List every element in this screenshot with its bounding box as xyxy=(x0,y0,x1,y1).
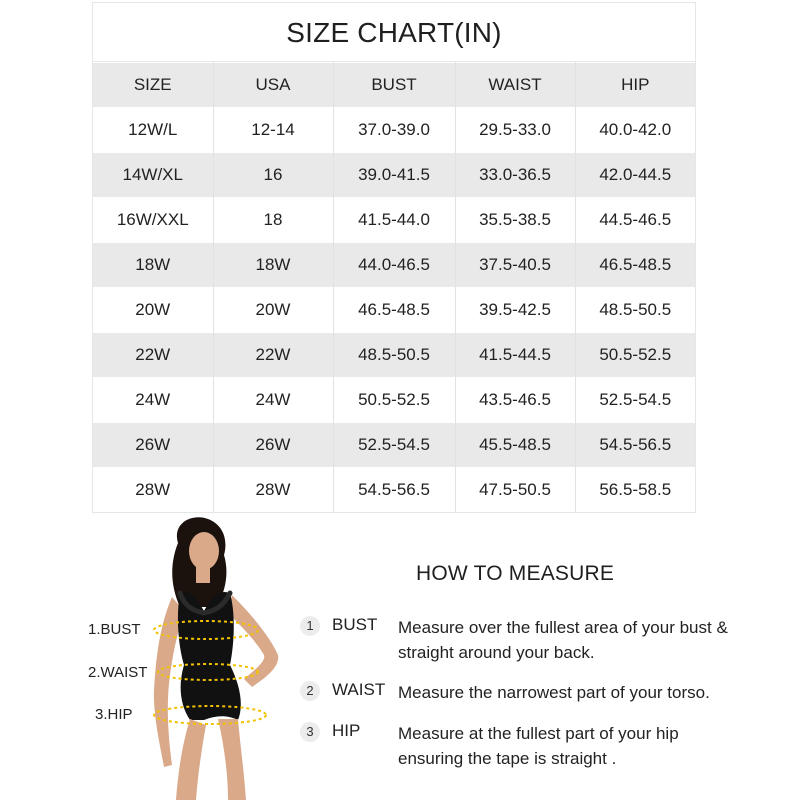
step-number-badge: 1 xyxy=(300,616,320,636)
table-cell: 47.5-50.5 xyxy=(455,468,575,513)
table-cell: 18 xyxy=(213,198,333,243)
step-term: HIP xyxy=(332,721,361,740)
column-header-hip: HIP xyxy=(621,75,650,94)
head-shape xyxy=(189,532,219,570)
leg-right-shape xyxy=(218,719,246,800)
table-cell: 24W xyxy=(213,378,333,423)
table-cell: 16W/XXL xyxy=(93,198,213,243)
table-cell: 22W xyxy=(213,333,333,378)
table-cell: 56.5-58.5 xyxy=(599,480,672,499)
table-cell: 40.0-42.0 xyxy=(599,120,672,139)
model-figure xyxy=(120,515,300,800)
table-cell: 50.5-52.5 xyxy=(599,345,672,364)
table-cell: 22W xyxy=(93,333,213,378)
step-description: Measure over the fullest area of your bust & straight around your back. xyxy=(398,618,728,662)
table-cell: 43.5-46.5 xyxy=(455,378,575,423)
table-cell: 46.5-48.5 xyxy=(599,255,672,274)
table-cell: 18W xyxy=(93,243,213,288)
table-cell: 52.5-54.5 xyxy=(333,423,455,468)
table-row xyxy=(93,468,695,513)
column-header-waist: WAIST xyxy=(455,63,575,108)
table-cell: 37.5-40.5 xyxy=(455,243,575,288)
table-cell: 54.5-56.5 xyxy=(599,435,672,454)
size-chart-title: SIZE CHART(IN) xyxy=(93,3,695,62)
step-number-badge: 3 xyxy=(300,722,320,742)
column-header-size: SIZE xyxy=(93,63,213,108)
table-cell: 48.5-50.5 xyxy=(599,300,672,319)
table-cell: 16 xyxy=(213,153,333,198)
step-description: Measure at the fullest part of your hip ensuring the tape is straight . xyxy=(398,724,679,768)
table-cell: 37.0-39.0 xyxy=(333,108,455,153)
table-header-row xyxy=(93,63,695,108)
table-cell: 50.5-52.5 xyxy=(333,378,455,423)
step-description: Measure the narrowest part of your torso. xyxy=(398,683,710,702)
table-row xyxy=(93,288,695,333)
table-cell: 28W xyxy=(93,468,213,513)
table-cell: 26W xyxy=(93,423,213,468)
size-chart xyxy=(92,2,696,513)
table-cell: 14W/XL xyxy=(93,153,213,198)
table-cell: 12W/L xyxy=(93,108,213,153)
table-cell: 20W xyxy=(93,288,213,333)
table-cell: 39.0-41.5 xyxy=(333,153,455,198)
column-header-usa: USA xyxy=(213,63,333,108)
model-illustration xyxy=(120,515,300,800)
table-row xyxy=(93,243,695,288)
table-cell: 29.5-33.0 xyxy=(455,108,575,153)
table-cell: 45.5-48.5 xyxy=(455,423,575,468)
table-cell: 39.5-42.5 xyxy=(455,288,575,333)
table-row xyxy=(93,198,695,243)
table-cell: 20W xyxy=(213,288,333,333)
table-cell: 48.5-50.5 xyxy=(333,333,455,378)
arm-right-shape xyxy=(228,595,278,687)
leg-left-shape xyxy=(176,719,206,800)
neck-shape xyxy=(196,567,210,583)
how-to-measure-title: HOW TO MEASURE xyxy=(416,562,615,585)
table-cell: 35.5-38.5 xyxy=(455,198,575,243)
table-cell: 28W xyxy=(213,468,333,513)
bust-label: 1.BUST xyxy=(88,621,141,638)
table-cell: 44.0-46.5 xyxy=(333,243,455,288)
table-cell: 42.0-44.5 xyxy=(599,165,672,184)
table-cell: 24W xyxy=(93,378,213,423)
table-cell: 54.5-56.5 xyxy=(333,468,455,513)
step-number-badge: 2 xyxy=(300,681,320,701)
column-header-bust: BUST xyxy=(333,63,455,108)
table-row xyxy=(93,153,695,198)
table-row xyxy=(93,108,695,153)
table-cell: 33.0-36.5 xyxy=(455,153,575,198)
table-cell: 18W xyxy=(213,243,333,288)
size-table xyxy=(93,62,695,512)
waist-label: 2.WAIST xyxy=(88,664,148,681)
table-cell: 44.5-46.5 xyxy=(599,210,672,229)
table-row xyxy=(93,378,695,423)
table-cell: 41.5-44.0 xyxy=(333,198,455,243)
table-cell: 41.5-44.5 xyxy=(455,333,575,378)
table-cell: 52.5-54.5 xyxy=(599,390,672,409)
step-term: WAIST xyxy=(332,680,386,699)
table-cell: 12-14 xyxy=(213,108,333,153)
hip-label: 3.HIP xyxy=(95,706,133,723)
table-row xyxy=(93,333,695,378)
table-cell: 46.5-48.5 xyxy=(333,288,455,333)
table-cell: 26W xyxy=(213,423,333,468)
step-term: BUST xyxy=(332,615,378,634)
table-row xyxy=(93,423,695,468)
